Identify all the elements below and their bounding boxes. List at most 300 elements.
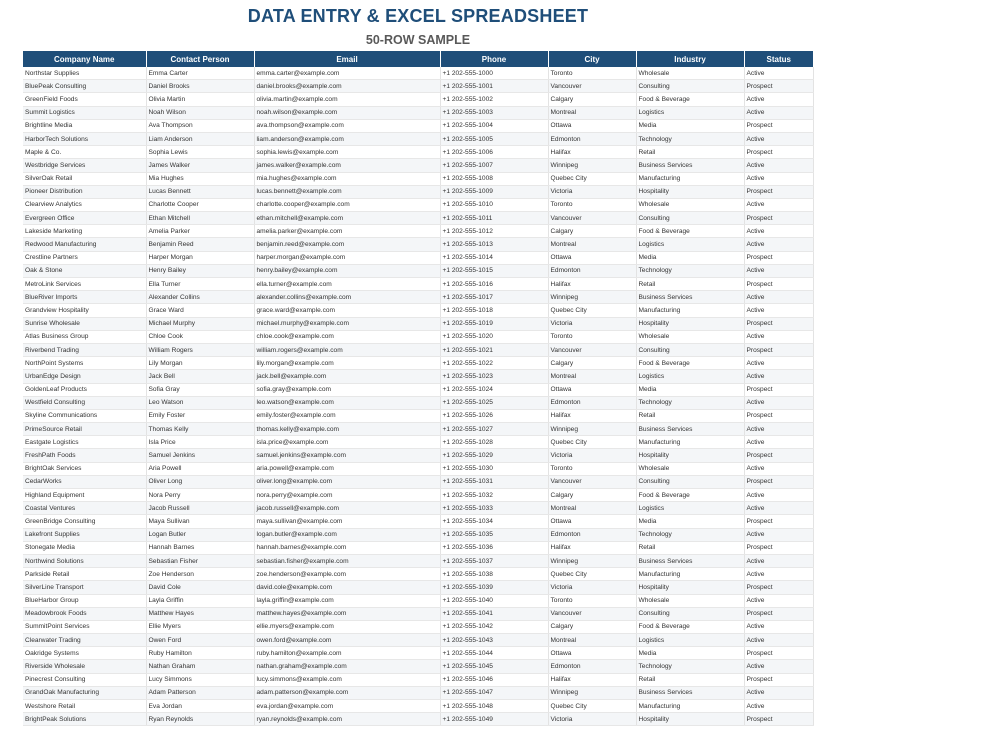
status-cell[interactable]: Prospect	[744, 673, 813, 686]
status-cell[interactable]: Active	[744, 686, 813, 699]
email-cell[interactable]: zoe.henderson@example.com	[254, 568, 440, 581]
phone-cell[interactable]: +1 202-555-1000	[440, 67, 548, 80]
status-cell[interactable]: Active	[744, 238, 813, 251]
email-cell[interactable]: maya.sullivan@example.com	[254, 515, 440, 528]
email-cell[interactable]: owen.ford@example.com	[254, 634, 440, 647]
status-cell[interactable]: Prospect	[744, 278, 813, 291]
phone-cell[interactable]: +1 202-555-1031	[440, 475, 548, 488]
industry-cell[interactable]: Business Services	[636, 159, 744, 172]
phone-cell[interactable]: +1 202-555-1038	[440, 568, 548, 581]
company-name-cell[interactable]: Crestline Partners	[23, 251, 146, 264]
status-cell[interactable]: Active	[744, 304, 813, 317]
company-name-cell[interactable]: Highland Equipment	[23, 489, 146, 502]
phone-cell[interactable]: +1 202-555-1022	[440, 357, 548, 370]
industry-cell[interactable]: Manufacturing	[636, 700, 744, 713]
city-cell[interactable]: Ottawa	[548, 119, 636, 132]
email-cell[interactable]: charlotte.cooper@example.com	[254, 198, 440, 211]
phone-cell[interactable]: +1 202-555-1005	[440, 132, 548, 145]
status-cell[interactable]: Prospect	[744, 383, 813, 396]
contact-person-cell[interactable]: Noah Wilson	[146, 106, 254, 119]
company-name-cell[interactable]: Atlas Business Group	[23, 330, 146, 343]
contact-person-cell[interactable]: Ryan Reynolds	[146, 713, 254, 726]
city-cell[interactable]: Victoria	[548, 317, 636, 330]
email-cell[interactable]: benjamin.reed@example.com	[254, 238, 440, 251]
industry-cell[interactable]: Hospitality	[636, 317, 744, 330]
email-cell[interactable]: oliver.long@example.com	[254, 475, 440, 488]
city-cell[interactable]: Vancouver	[548, 475, 636, 488]
status-cell[interactable]: Prospect	[744, 581, 813, 594]
status-cell[interactable]: Active	[744, 93, 813, 106]
contact-person-cell[interactable]: Owen Ford	[146, 634, 254, 647]
city-cell[interactable]: Toronto	[548, 198, 636, 211]
industry-cell[interactable]: Business Services	[636, 554, 744, 567]
contact-person-cell[interactable]: Daniel Brooks	[146, 80, 254, 93]
status-cell[interactable]: Active	[744, 225, 813, 238]
status-cell[interactable]: Prospect	[744, 185, 813, 198]
column-header-email[interactable]: Email	[254, 51, 440, 67]
industry-cell[interactable]: Media	[636, 251, 744, 264]
status-cell[interactable]: Active	[744, 436, 813, 449]
email-cell[interactable]: samuel.jenkins@example.com	[254, 449, 440, 462]
company-name-cell[interactable]: Skyline Communications	[23, 409, 146, 422]
phone-cell[interactable]: +1 202-555-1016	[440, 278, 548, 291]
contact-person-cell[interactable]: Alexander Collins	[146, 291, 254, 304]
city-cell[interactable]: Toronto	[548, 330, 636, 343]
industry-cell[interactable]: Retail	[636, 541, 744, 554]
email-cell[interactable]: michael.murphy@example.com	[254, 317, 440, 330]
email-cell[interactable]: james.walker@example.com	[254, 159, 440, 172]
status-cell[interactable]: Active	[744, 502, 813, 515]
phone-cell[interactable]: +1 202-555-1011	[440, 212, 548, 225]
status-cell[interactable]: Prospect	[744, 343, 813, 356]
phone-cell[interactable]: +1 202-555-1042	[440, 620, 548, 633]
contact-person-cell[interactable]: Liam Anderson	[146, 132, 254, 145]
email-cell[interactable]: hannah.barnes@example.com	[254, 541, 440, 554]
contact-person-cell[interactable]: Ethan Mitchell	[146, 212, 254, 225]
industry-cell[interactable]: Logistics	[636, 502, 744, 515]
email-cell[interactable]: sophia.lewis@example.com	[254, 146, 440, 159]
contact-person-cell[interactable]: Chloe Cook	[146, 330, 254, 343]
status-cell[interactable]: Active	[744, 528, 813, 541]
email-cell[interactable]: nora.perry@example.com	[254, 489, 440, 502]
city-cell[interactable]: Ottawa	[548, 251, 636, 264]
status-cell[interactable]: Active	[744, 423, 813, 436]
phone-cell[interactable]: +1 202-555-1028	[440, 436, 548, 449]
phone-cell[interactable]: +1 202-555-1032	[440, 489, 548, 502]
status-cell[interactable]: Active	[744, 396, 813, 409]
industry-cell[interactable]: Wholesale	[636, 462, 744, 475]
company-name-cell[interactable]: Coastal Ventures	[23, 502, 146, 515]
city-cell[interactable]: Edmonton	[548, 132, 636, 145]
industry-cell[interactable]: Food & Beverage	[636, 620, 744, 633]
industry-cell[interactable]: Consulting	[636, 343, 744, 356]
status-cell[interactable]: Active	[744, 462, 813, 475]
email-cell[interactable]: harper.morgan@example.com	[254, 251, 440, 264]
email-cell[interactable]: mia.hughes@example.com	[254, 172, 440, 185]
status-cell[interactable]: Prospect	[744, 647, 813, 660]
industry-cell[interactable]: Retail	[636, 673, 744, 686]
city-cell[interactable]: Toronto	[548, 462, 636, 475]
industry-cell[interactable]: Business Services	[636, 686, 744, 699]
column-header-contact-person[interactable]: Contact Person	[146, 51, 254, 67]
email-cell[interactable]: matthew.hayes@example.com	[254, 607, 440, 620]
city-cell[interactable]: Ottawa	[548, 515, 636, 528]
email-cell[interactable]: amelia.parker@example.com	[254, 225, 440, 238]
email-cell[interactable]: nathan.graham@example.com	[254, 660, 440, 673]
phone-cell[interactable]: +1 202-555-1003	[440, 106, 548, 119]
contact-person-cell[interactable]: Lily Morgan	[146, 357, 254, 370]
phone-cell[interactable]: +1 202-555-1023	[440, 370, 548, 383]
contact-person-cell[interactable]: Sofia Gray	[146, 383, 254, 396]
company-name-cell[interactable]: Eastgate Logistics	[23, 436, 146, 449]
email-cell[interactable]: lucy.simmons@example.com	[254, 673, 440, 686]
company-name-cell[interactable]: SummitPoint Services	[23, 620, 146, 633]
phone-cell[interactable]: +1 202-555-1019	[440, 317, 548, 330]
contact-person-cell[interactable]: Logan Butler	[146, 528, 254, 541]
email-cell[interactable]: lily.morgan@example.com	[254, 357, 440, 370]
email-cell[interactable]: ryan.reynolds@example.com	[254, 713, 440, 726]
phone-cell[interactable]: +1 202-555-1006	[440, 146, 548, 159]
column-header-company-name[interactable]: Company Name	[23, 51, 146, 67]
company-name-cell[interactable]: Maple & Co.	[23, 146, 146, 159]
email-cell[interactable]: sebastian.fisher@example.com	[254, 554, 440, 567]
city-cell[interactable]: Quebec City	[548, 700, 636, 713]
city-cell[interactable]: Ottawa	[548, 383, 636, 396]
city-cell[interactable]: Toronto	[548, 594, 636, 607]
phone-cell[interactable]: +1 202-555-1049	[440, 713, 548, 726]
contact-person-cell[interactable]: Emma Carter	[146, 67, 254, 80]
email-cell[interactable]: daniel.brooks@example.com	[254, 80, 440, 93]
industry-cell[interactable]: Technology	[636, 528, 744, 541]
phone-cell[interactable]: +1 202-555-1035	[440, 528, 548, 541]
phone-cell[interactable]: +1 202-555-1034	[440, 515, 548, 528]
company-name-cell[interactable]: Northstar Supplies	[23, 67, 146, 80]
contact-person-cell[interactable]: Ruby Hamilton	[146, 647, 254, 660]
contact-person-cell[interactable]: Amelia Parker	[146, 225, 254, 238]
phone-cell[interactable]: +1 202-555-1007	[440, 159, 548, 172]
city-cell[interactable]: Calgary	[548, 225, 636, 238]
company-name-cell[interactable]: SilverOak Retail	[23, 172, 146, 185]
city-cell[interactable]: Edmonton	[548, 396, 636, 409]
contact-person-cell[interactable]: Eva Jordan	[146, 700, 254, 713]
company-name-cell[interactable]: Westshore Retail	[23, 700, 146, 713]
company-name-cell[interactable]: Grandview Hospitality	[23, 304, 146, 317]
industry-cell[interactable]: Consulting	[636, 475, 744, 488]
contact-person-cell[interactable]: Matthew Hayes	[146, 607, 254, 620]
company-name-cell[interactable]: FreshPath Foods	[23, 449, 146, 462]
contact-person-cell[interactable]: Ella Turner	[146, 278, 254, 291]
status-cell[interactable]: Active	[744, 594, 813, 607]
city-cell[interactable]: Edmonton	[548, 660, 636, 673]
industry-cell[interactable]: Food & Beverage	[636, 225, 744, 238]
industry-cell[interactable]: Logistics	[636, 238, 744, 251]
phone-cell[interactable]: +1 202-555-1041	[440, 607, 548, 620]
contact-person-cell[interactable]: Hannah Barnes	[146, 541, 254, 554]
email-cell[interactable]: jacob.russell@example.com	[254, 502, 440, 515]
contact-person-cell[interactable]: Samuel Jenkins	[146, 449, 254, 462]
contact-person-cell[interactable]: Ava Thompson	[146, 119, 254, 132]
status-cell[interactable]: Active	[744, 370, 813, 383]
city-cell[interactable]: Halifax	[548, 541, 636, 554]
contact-person-cell[interactable]: Grace Ward	[146, 304, 254, 317]
industry-cell[interactable]: Manufacturing	[636, 436, 744, 449]
status-cell[interactable]: Active	[744, 172, 813, 185]
column-header-industry[interactable]: Industry	[636, 51, 744, 67]
email-cell[interactable]: henry.bailey@example.com	[254, 264, 440, 277]
city-cell[interactable]: Halifax	[548, 146, 636, 159]
phone-cell[interactable]: +1 202-555-1004	[440, 119, 548, 132]
email-cell[interactable]: liam.anderson@example.com	[254, 132, 440, 145]
city-cell[interactable]: Montreal	[548, 634, 636, 647]
company-name-cell[interactable]: Clearview Analytics	[23, 198, 146, 211]
city-cell[interactable]: Quebec City	[548, 304, 636, 317]
phone-cell[interactable]: +1 202-555-1021	[440, 343, 548, 356]
company-name-cell[interactable]: Northwind Solutions	[23, 554, 146, 567]
city-cell[interactable]: Montreal	[548, 238, 636, 251]
phone-cell[interactable]: +1 202-555-1048	[440, 700, 548, 713]
status-cell[interactable]: Active	[744, 620, 813, 633]
city-cell[interactable]: Victoria	[548, 581, 636, 594]
industry-cell[interactable]: Wholesale	[636, 330, 744, 343]
email-cell[interactable]: aria.powell@example.com	[254, 462, 440, 475]
city-cell[interactable]: Victoria	[548, 185, 636, 198]
city-cell[interactable]: Edmonton	[548, 528, 636, 541]
industry-cell[interactable]: Manufacturing	[636, 568, 744, 581]
industry-cell[interactable]: Logistics	[636, 106, 744, 119]
phone-cell[interactable]: +1 202-555-1012	[440, 225, 548, 238]
status-cell[interactable]: Prospect	[744, 607, 813, 620]
city-cell[interactable]: Quebec City	[548, 568, 636, 581]
phone-cell[interactable]: +1 202-555-1002	[440, 93, 548, 106]
city-cell[interactable]: Toronto	[548, 67, 636, 80]
industry-cell[interactable]: Manufacturing	[636, 304, 744, 317]
contact-person-cell[interactable]: Sebastian Fisher	[146, 554, 254, 567]
email-cell[interactable]: lucas.bennett@example.com	[254, 185, 440, 198]
email-cell[interactable]: olivia.martin@example.com	[254, 93, 440, 106]
status-cell[interactable]: Active	[744, 700, 813, 713]
industry-cell[interactable]: Technology	[636, 264, 744, 277]
contact-person-cell[interactable]: Nora Perry	[146, 489, 254, 502]
company-name-cell[interactable]: GreenBridge Consulting	[23, 515, 146, 528]
contact-person-cell[interactable]: Oliver Long	[146, 475, 254, 488]
phone-cell[interactable]: +1 202-555-1010	[440, 198, 548, 211]
phone-cell[interactable]: +1 202-555-1045	[440, 660, 548, 673]
industry-cell[interactable]: Manufacturing	[636, 172, 744, 185]
city-cell[interactable]: Vancouver	[548, 607, 636, 620]
phone-cell[interactable]: +1 202-555-1024	[440, 383, 548, 396]
company-name-cell[interactable]: Lakeside Marketing	[23, 225, 146, 238]
contact-person-cell[interactable]: Adam Patterson	[146, 686, 254, 699]
industry-cell[interactable]: Media	[636, 647, 744, 660]
city-cell[interactable]: Winnipeg	[548, 423, 636, 436]
industry-cell[interactable]: Media	[636, 515, 744, 528]
contact-person-cell[interactable]: Sophia Lewis	[146, 146, 254, 159]
city-cell[interactable]: Vancouver	[548, 80, 636, 93]
contact-person-cell[interactable]: Nathan Graham	[146, 660, 254, 673]
industry-cell[interactable]: Technology	[636, 660, 744, 673]
contact-person-cell[interactable]: Harper Morgan	[146, 251, 254, 264]
phone-cell[interactable]: +1 202-555-1036	[440, 541, 548, 554]
status-cell[interactable]: Prospect	[744, 317, 813, 330]
status-cell[interactable]: Active	[744, 198, 813, 211]
company-name-cell[interactable]: Riverbend Trading	[23, 343, 146, 356]
city-cell[interactable]: Victoria	[548, 449, 636, 462]
company-name-cell[interactable]: GoldenLeaf Products	[23, 383, 146, 396]
email-cell[interactable]: grace.ward@example.com	[254, 304, 440, 317]
phone-cell[interactable]: +1 202-555-1026	[440, 409, 548, 422]
industry-cell[interactable]: Food & Beverage	[636, 357, 744, 370]
status-cell[interactable]: Prospect	[744, 541, 813, 554]
company-name-cell[interactable]: PrimeSource Retail	[23, 423, 146, 436]
phone-cell[interactable]: +1 202-555-1043	[440, 634, 548, 647]
contact-person-cell[interactable]: Layla Griffin	[146, 594, 254, 607]
status-cell[interactable]: Prospect	[744, 80, 813, 93]
company-name-cell[interactable]: Westbridge Services	[23, 159, 146, 172]
email-cell[interactable]: sofia.gray@example.com	[254, 383, 440, 396]
company-name-cell[interactable]: Westfield Consulting	[23, 396, 146, 409]
industry-cell[interactable]: Business Services	[636, 291, 744, 304]
city-cell[interactable]: Calgary	[548, 357, 636, 370]
city-cell[interactable]: Calgary	[548, 93, 636, 106]
city-cell[interactable]: Halifax	[548, 673, 636, 686]
industry-cell[interactable]: Logistics	[636, 634, 744, 647]
contact-person-cell[interactable]: James Walker	[146, 159, 254, 172]
industry-cell[interactable]: Consulting	[636, 212, 744, 225]
email-cell[interactable]: thomas.kelly@example.com	[254, 423, 440, 436]
company-name-cell[interactable]: GrandOak Manufacturing	[23, 686, 146, 699]
contact-person-cell[interactable]: Leo Watson	[146, 396, 254, 409]
column-header-phone[interactable]: Phone	[440, 51, 548, 67]
status-cell[interactable]: Active	[744, 132, 813, 145]
status-cell[interactable]: Active	[744, 357, 813, 370]
email-cell[interactable]: emily.foster@example.com	[254, 409, 440, 422]
status-cell[interactable]: Active	[744, 106, 813, 119]
status-cell[interactable]: Prospect	[744, 119, 813, 132]
industry-cell[interactable]: Media	[636, 119, 744, 132]
company-name-cell[interactable]: CedarWorks	[23, 475, 146, 488]
phone-cell[interactable]: +1 202-555-1009	[440, 185, 548, 198]
contact-person-cell[interactable]: William Rogers	[146, 343, 254, 356]
contact-person-cell[interactable]: Emily Foster	[146, 409, 254, 422]
company-name-cell[interactable]: HarborTech Solutions	[23, 132, 146, 145]
status-cell[interactable]: Prospect	[744, 475, 813, 488]
phone-cell[interactable]: +1 202-555-1020	[440, 330, 548, 343]
company-name-cell[interactable]: Oak & Stone	[23, 264, 146, 277]
phone-cell[interactable]: +1 202-555-1030	[440, 462, 548, 475]
contact-person-cell[interactable]: Lucy Simmons	[146, 673, 254, 686]
email-cell[interactable]: ruby.hamilton@example.com	[254, 647, 440, 660]
contact-person-cell[interactable]: Jacob Russell	[146, 502, 254, 515]
email-cell[interactable]: logan.butler@example.com	[254, 528, 440, 541]
email-cell[interactable]: layla.griffin@example.com	[254, 594, 440, 607]
phone-cell[interactable]: +1 202-555-1037	[440, 554, 548, 567]
industry-cell[interactable]: Technology	[636, 396, 744, 409]
contact-person-cell[interactable]: Charlotte Cooper	[146, 198, 254, 211]
industry-cell[interactable]: Consulting	[636, 80, 744, 93]
city-cell[interactable]: Winnipeg	[548, 554, 636, 567]
company-name-cell[interactable]: Brightline Media	[23, 119, 146, 132]
email-cell[interactable]: leo.watson@example.com	[254, 396, 440, 409]
column-header-city[interactable]: City	[548, 51, 636, 67]
company-name-cell[interactable]: Riverside Wholesale	[23, 660, 146, 673]
email-cell[interactable]: ethan.mitchell@example.com	[254, 212, 440, 225]
contact-person-cell[interactable]: Henry Bailey	[146, 264, 254, 277]
email-cell[interactable]: chloe.cook@example.com	[254, 330, 440, 343]
phone-cell[interactable]: +1 202-555-1029	[440, 449, 548, 462]
contact-person-cell[interactable]: Maya Sullivan	[146, 515, 254, 528]
industry-cell[interactable]: Food & Beverage	[636, 93, 744, 106]
phone-cell[interactable]: +1 202-555-1047	[440, 686, 548, 699]
email-cell[interactable]: noah.wilson@example.com	[254, 106, 440, 119]
email-cell[interactable]: david.cole@example.com	[254, 581, 440, 594]
phone-cell[interactable]: +1 202-555-1039	[440, 581, 548, 594]
contact-person-cell[interactable]: Ellie Myers	[146, 620, 254, 633]
company-name-cell[interactable]: Sunrise Wholesale	[23, 317, 146, 330]
phone-cell[interactable]: +1 202-555-1017	[440, 291, 548, 304]
status-cell[interactable]: Active	[744, 634, 813, 647]
status-cell[interactable]: Prospect	[744, 449, 813, 462]
phone-cell[interactable]: +1 202-555-1013	[440, 238, 548, 251]
email-cell[interactable]: william.rogers@example.com	[254, 343, 440, 356]
status-cell[interactable]: Active	[744, 159, 813, 172]
status-cell[interactable]: Active	[744, 264, 813, 277]
phone-cell[interactable]: +1 202-555-1046	[440, 673, 548, 686]
industry-cell[interactable]: Wholesale	[636, 67, 744, 80]
company-name-cell[interactable]: MetroLink Services	[23, 278, 146, 291]
status-cell[interactable]: Prospect	[744, 713, 813, 726]
city-cell[interactable]: Montreal	[548, 502, 636, 515]
email-cell[interactable]: ella.turner@example.com	[254, 278, 440, 291]
city-cell[interactable]: Montreal	[548, 106, 636, 119]
contact-person-cell[interactable]: Zoe Henderson	[146, 568, 254, 581]
industry-cell[interactable]: Hospitality	[636, 581, 744, 594]
email-cell[interactable]: alexander.collins@example.com	[254, 291, 440, 304]
city-cell[interactable]: Ottawa	[548, 647, 636, 660]
status-cell[interactable]: Prospect	[744, 146, 813, 159]
industry-cell[interactable]: Media	[636, 383, 744, 396]
contact-person-cell[interactable]: Jack Bell	[146, 370, 254, 383]
email-cell[interactable]: adam.patterson@example.com	[254, 686, 440, 699]
city-cell[interactable]: Winnipeg	[548, 686, 636, 699]
phone-cell[interactable]: +1 202-555-1027	[440, 423, 548, 436]
status-cell[interactable]: Active	[744, 568, 813, 581]
email-cell[interactable]: isla.price@example.com	[254, 436, 440, 449]
phone-cell[interactable]: +1 202-555-1015	[440, 264, 548, 277]
status-cell[interactable]: Active	[744, 330, 813, 343]
contact-person-cell[interactable]: Isla Price	[146, 436, 254, 449]
industry-cell[interactable]: Hospitality	[636, 713, 744, 726]
contact-person-cell[interactable]: David Cole	[146, 581, 254, 594]
status-cell[interactable]: Active	[744, 554, 813, 567]
company-name-cell[interactable]: Clearwater Trading	[23, 634, 146, 647]
industry-cell[interactable]: Food & Beverage	[636, 489, 744, 502]
contact-person-cell[interactable]: Thomas Kelly	[146, 423, 254, 436]
company-name-cell[interactable]: UrbanEdge Design	[23, 370, 146, 383]
city-cell[interactable]: Calgary	[548, 620, 636, 633]
company-name-cell[interactable]: BlueHarbor Group	[23, 594, 146, 607]
city-cell[interactable]: Winnipeg	[548, 291, 636, 304]
company-name-cell[interactable]: Evergreen Office	[23, 212, 146, 225]
company-name-cell[interactable]: BlueRiver Imports	[23, 291, 146, 304]
contact-person-cell[interactable]: Olivia Martin	[146, 93, 254, 106]
company-name-cell[interactable]: Pinecrest Consulting	[23, 673, 146, 686]
column-header-status[interactable]: Status	[744, 51, 813, 67]
company-name-cell[interactable]: NorthPoint Systems	[23, 357, 146, 370]
email-cell[interactable]: eva.jordan@example.com	[254, 700, 440, 713]
email-cell[interactable]: ellie.myers@example.com	[254, 620, 440, 633]
company-name-cell[interactable]: Summit Logistics	[23, 106, 146, 119]
city-cell[interactable]: Vancouver	[548, 212, 636, 225]
